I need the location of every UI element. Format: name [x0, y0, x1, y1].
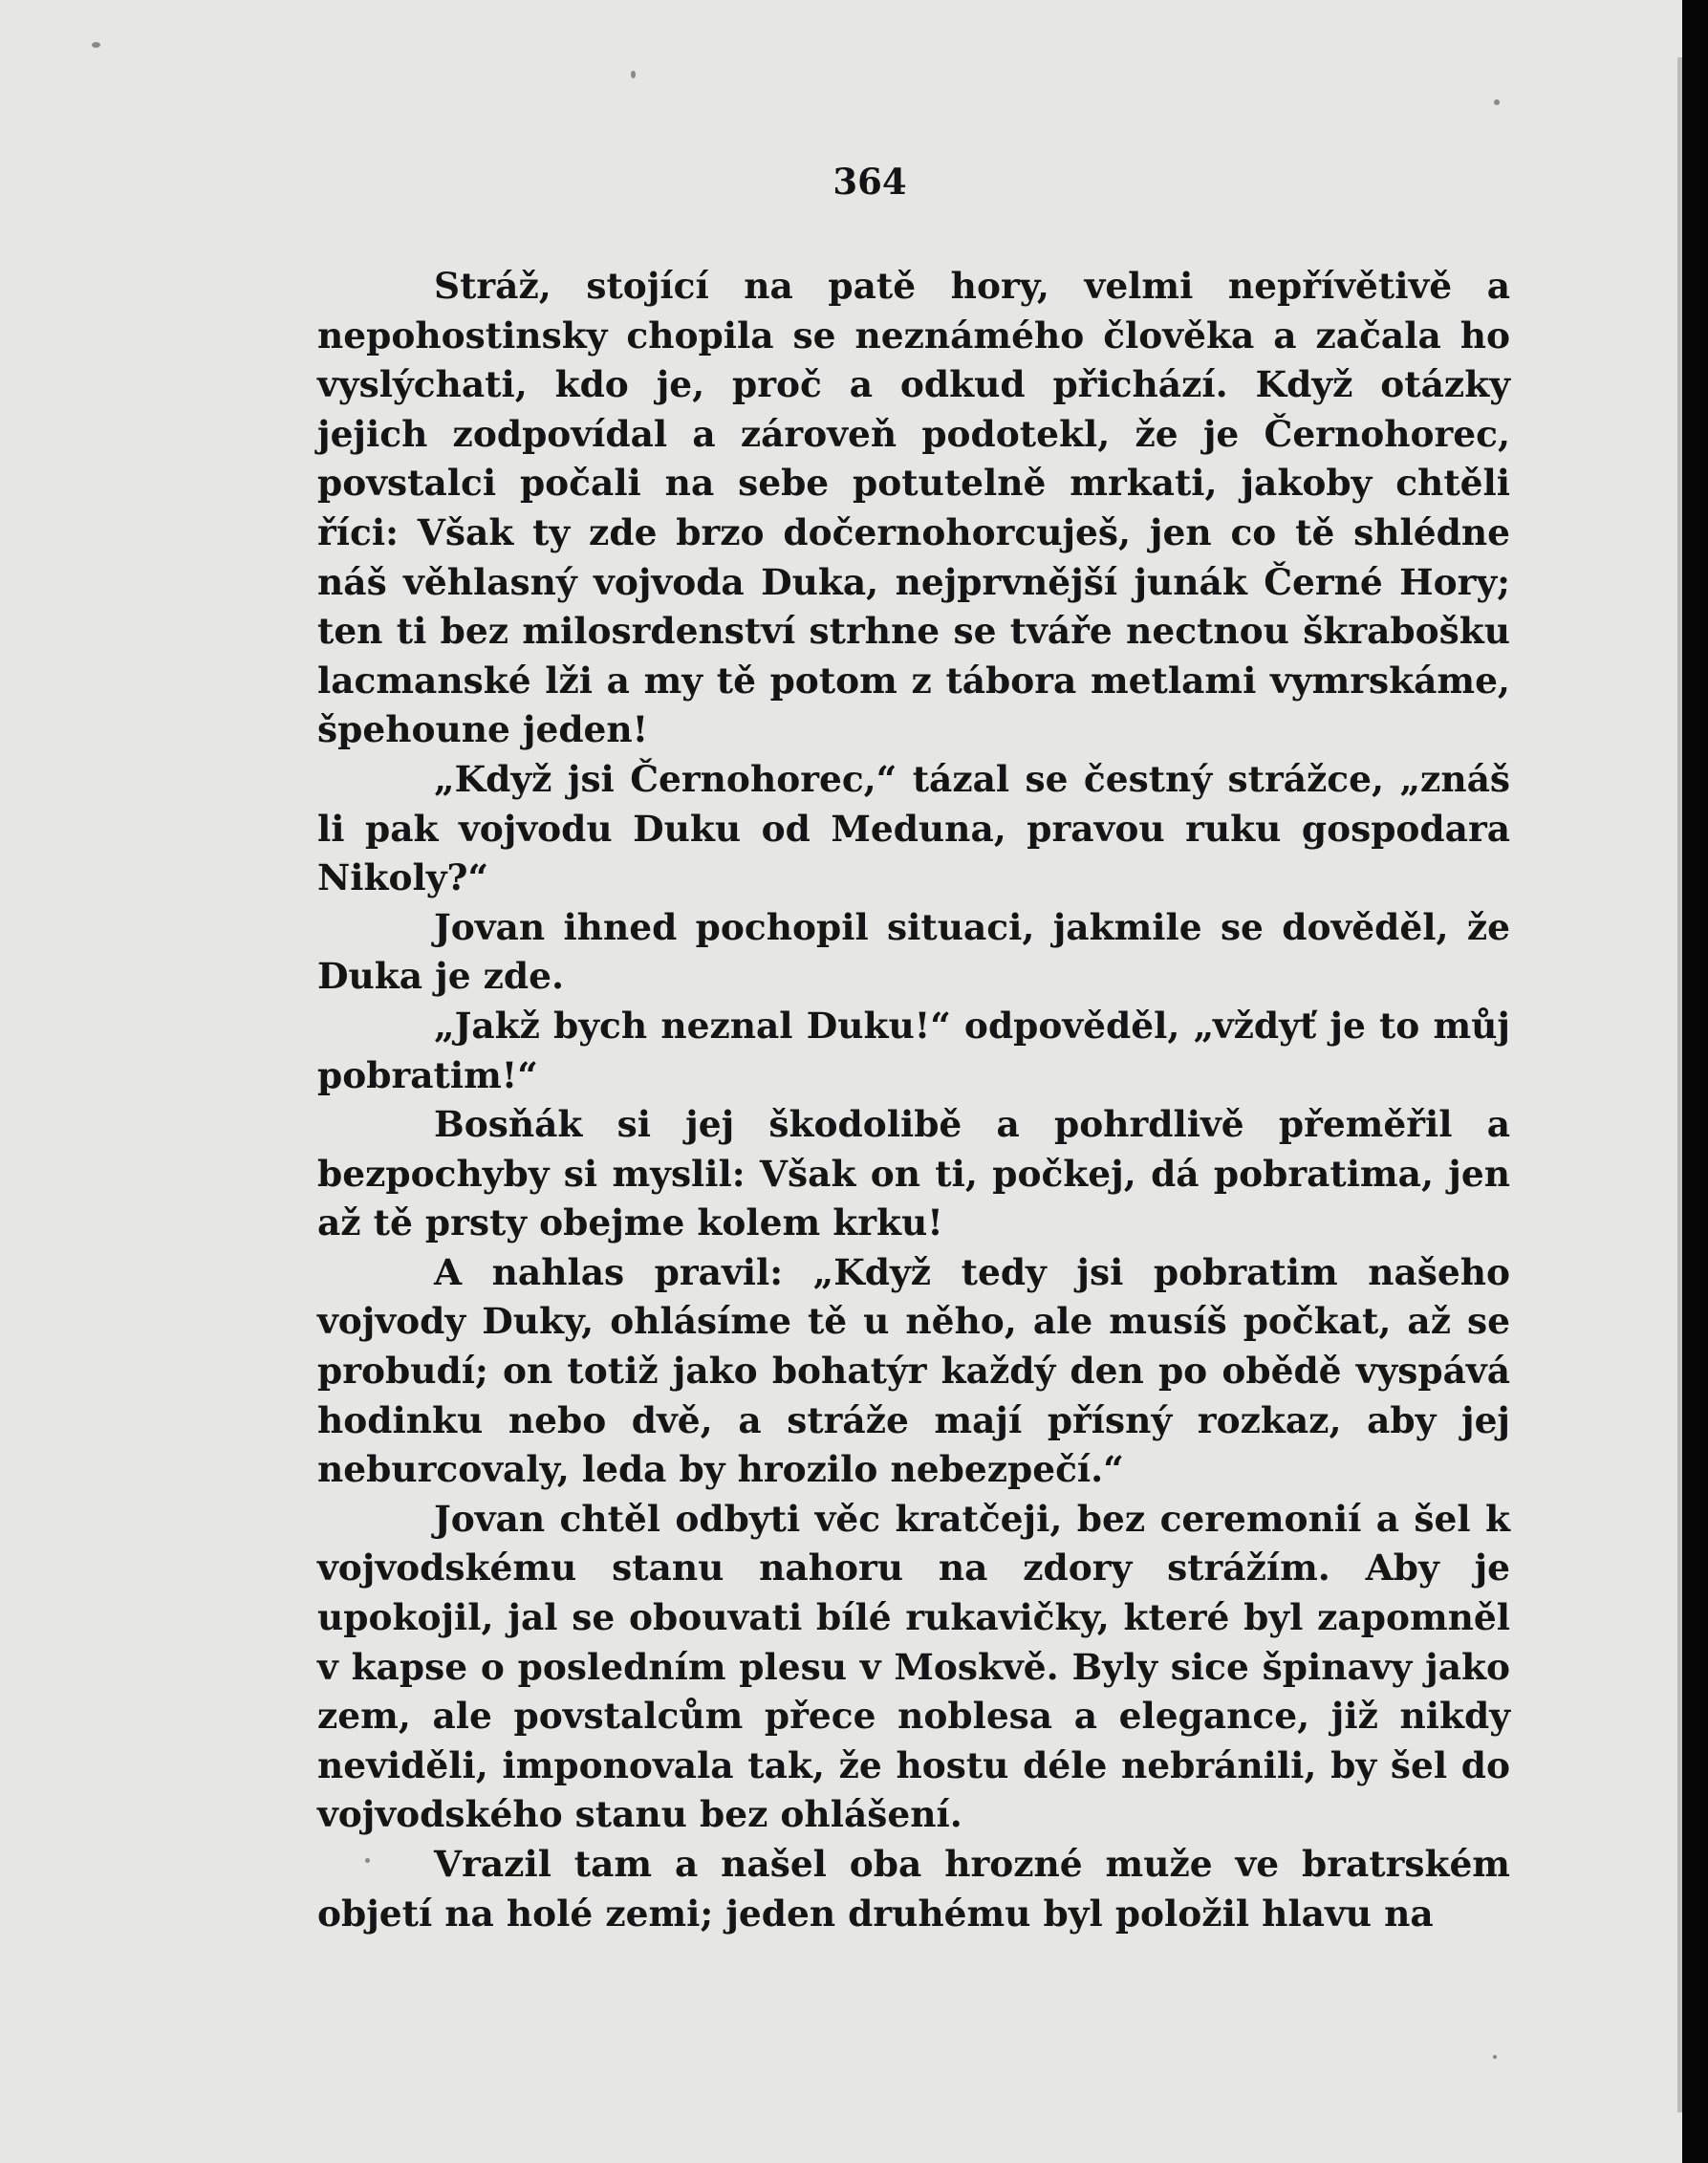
body-text	[317, 262, 1510, 1938]
scan-speck	[1493, 2055, 1497, 2059]
scan-border	[1682, 0, 1708, 2163]
paragraph: „Jakž bych neznal Duku!“ odpověděl, „vždyť je to můj pobratim!“	[317, 1004, 1510, 1096]
paragraph: Vrazil tam a našel oba hrozné muže ve bratrském objetí na holé zemi; jeden druhému byl položil hlavu na	[317, 1843, 1510, 1935]
paragraph: Jovan ihned pochopil situaci, jakmile se dověděl, že Duka je zde.	[317, 905, 1510, 998]
paragraph: Jovan chtěl odbyti věc kratčeji, bez ceremonií a šel k vojvodskému stanu nahoru na zdory strážím. Aby je upokojil, jal se obouvati bílé rukavičky, které byl zapomněl v kapse o posledním plesu v Moskvě. Byly sice špinavy jako zem, ale povstalcům přece noblesa a elegance, již nikdy neviděli, imponovala tak, že hostu déle nebránili, by šel do vojvodského stanu bez ohlášení.	[317, 1497, 1510, 1836]
page-number: 364	[832, 161, 907, 203]
paragraph: Stráž, stojící na patě hory, velmi nepřívětivě a nepohostinsky chopila se neznámého člověka a začala ho vyslýchati, kdo je, proč a odkud přichází. Když otázky jejich zodpovídal a zároveň podotekl, že je Černohorec, povstalci počali na sebe potutelně mrkati, jakoby chtěli říci: Však ty zde brzo dočernohorcuješ, jen co tě shlédne náš věhlasný vojvoda Duka, nejprvnější junák Černé Hory; ten ti bez milosrdenství strhne se tváře nectnou škrabošku lacmanské lži a my tě potom z tábora metlami vymrskáme, špehoune jeden!	[317, 265, 1510, 751]
paragraph: Bosňák si jej škodolibě a pohrdlivě přeměřil a bezpochyby si myslil: Však on ti, počkej, dá pobratima, jen až tě prsty obejme kolem krku!	[317, 1103, 1510, 1244]
scan-speck	[631, 71, 636, 78]
paragraph: A nahlas pravil: „Když tedy jsi pobratim našeho vojvody Duky, ohlásíme tě u něho, ale musíš počkat, až se probudí; on totiž jako bohatýr každý den po obědě vyspává hodinku nebo dvě, a stráže mají přísný rozkaz, aby jej neburcovaly, leda by hrozilo nebezpečí.“	[317, 1250, 1510, 1491]
scan-speck	[92, 42, 100, 48]
paragraph: „Když jsi Černohorec,“ tázal se čestný strážce, „znáš li pak vojvodu Duku od Meduna, pravou ruku gospodara Nikoly?“	[317, 757, 1510, 899]
scan-speck	[1494, 99, 1500, 105]
